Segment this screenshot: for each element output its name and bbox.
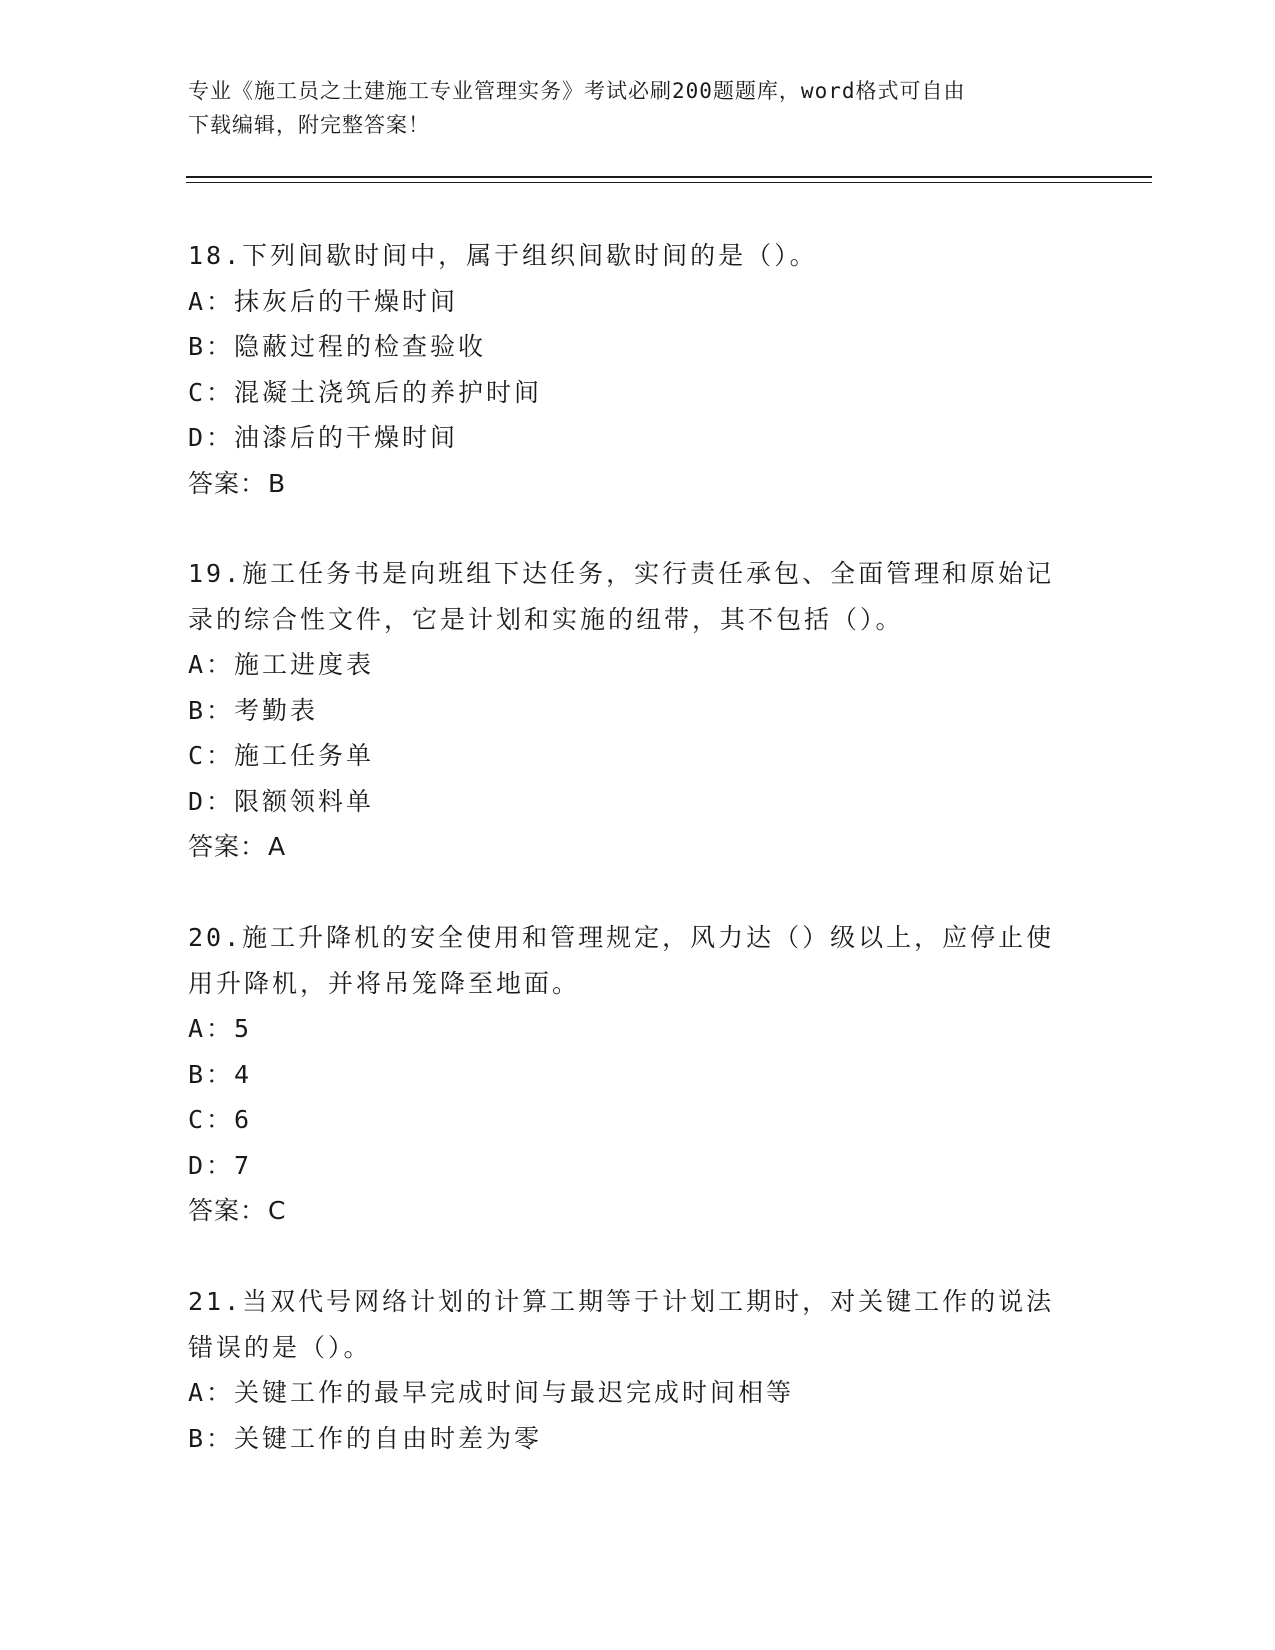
option-a: A：抹灰后的干燥时间 <box>188 286 459 316</box>
question-19 <box>188 551 1088 870</box>
answer-value: B <box>268 468 287 498</box>
option-a: A：施工进度表 <box>188 650 375 679</box>
answer-line <box>188 824 1088 870</box>
answer-value: A <box>268 832 287 861</box>
option-b: B：隐蔽过程的检查验收 <box>188 332 487 361</box>
option-b: B：4 <box>188 1059 253 1089</box>
question-stem: 19.施工任务书是向班组下达任务，实行责任承包、全面管理和原始记录的综合性文件，它是计划和实施的纽带，其不包括（）。 <box>188 559 1055 634</box>
answer-line <box>188 1188 1088 1234</box>
header-divider-thin <box>186 182 1152 183</box>
option-d: D：油漆后的干燥时间 <box>188 423 459 452</box>
option-d: D：限额领料单 <box>188 786 375 816</box>
answer-line <box>188 461 1088 507</box>
option-a: A：5 <box>188 1014 253 1043</box>
document-header <box>188 74 1068 142</box>
answer-label: 答案： <box>188 468 267 498</box>
answer-value: C <box>268 1196 287 1225</box>
header-line-2: 下载编辑，附完整答案！ <box>188 113 430 137</box>
question-stem: 21.当双代号网络计划的计算工期等于计划工期时，对关键工作的说法错误的是（）。 <box>188 1287 1055 1362</box>
question-18 <box>188 233 1088 506</box>
option-a: A：关键工作的最早完成时间与最迟完成时间相等 <box>188 1378 795 1407</box>
header-divider-thick <box>186 176 1152 178</box>
header-line-1: 专业《施工员之土建施工专业管理实务》考试必刷200题题库，word格式可自由 <box>188 79 966 103</box>
answer-label: 答案： <box>188 832 267 861</box>
answer-label: 答案： <box>188 1196 267 1225</box>
option-c: C：混凝土浇筑后的养护时间 <box>188 377 543 407</box>
question-21 <box>188 1279 1088 1461</box>
question-stem: 18.下列间歇时间中，属于组织间歇时间的是（）。 <box>188 241 818 270</box>
option-b: B：关键工作的自由时差为零 <box>188 1423 543 1453</box>
option-c: C：施工任务单 <box>188 741 375 770</box>
option-d: D：7 <box>188 1150 253 1180</box>
question-20 <box>188 915 1088 1234</box>
question-stem: 20.施工升降机的安全使用和管理规定，风力达（）级以上，应停止使用升降机，并将吊笼降至地面。 <box>188 923 1055 998</box>
option-c: C：6 <box>188 1105 253 1134</box>
option-b: B：考勤表 <box>188 695 319 725</box>
